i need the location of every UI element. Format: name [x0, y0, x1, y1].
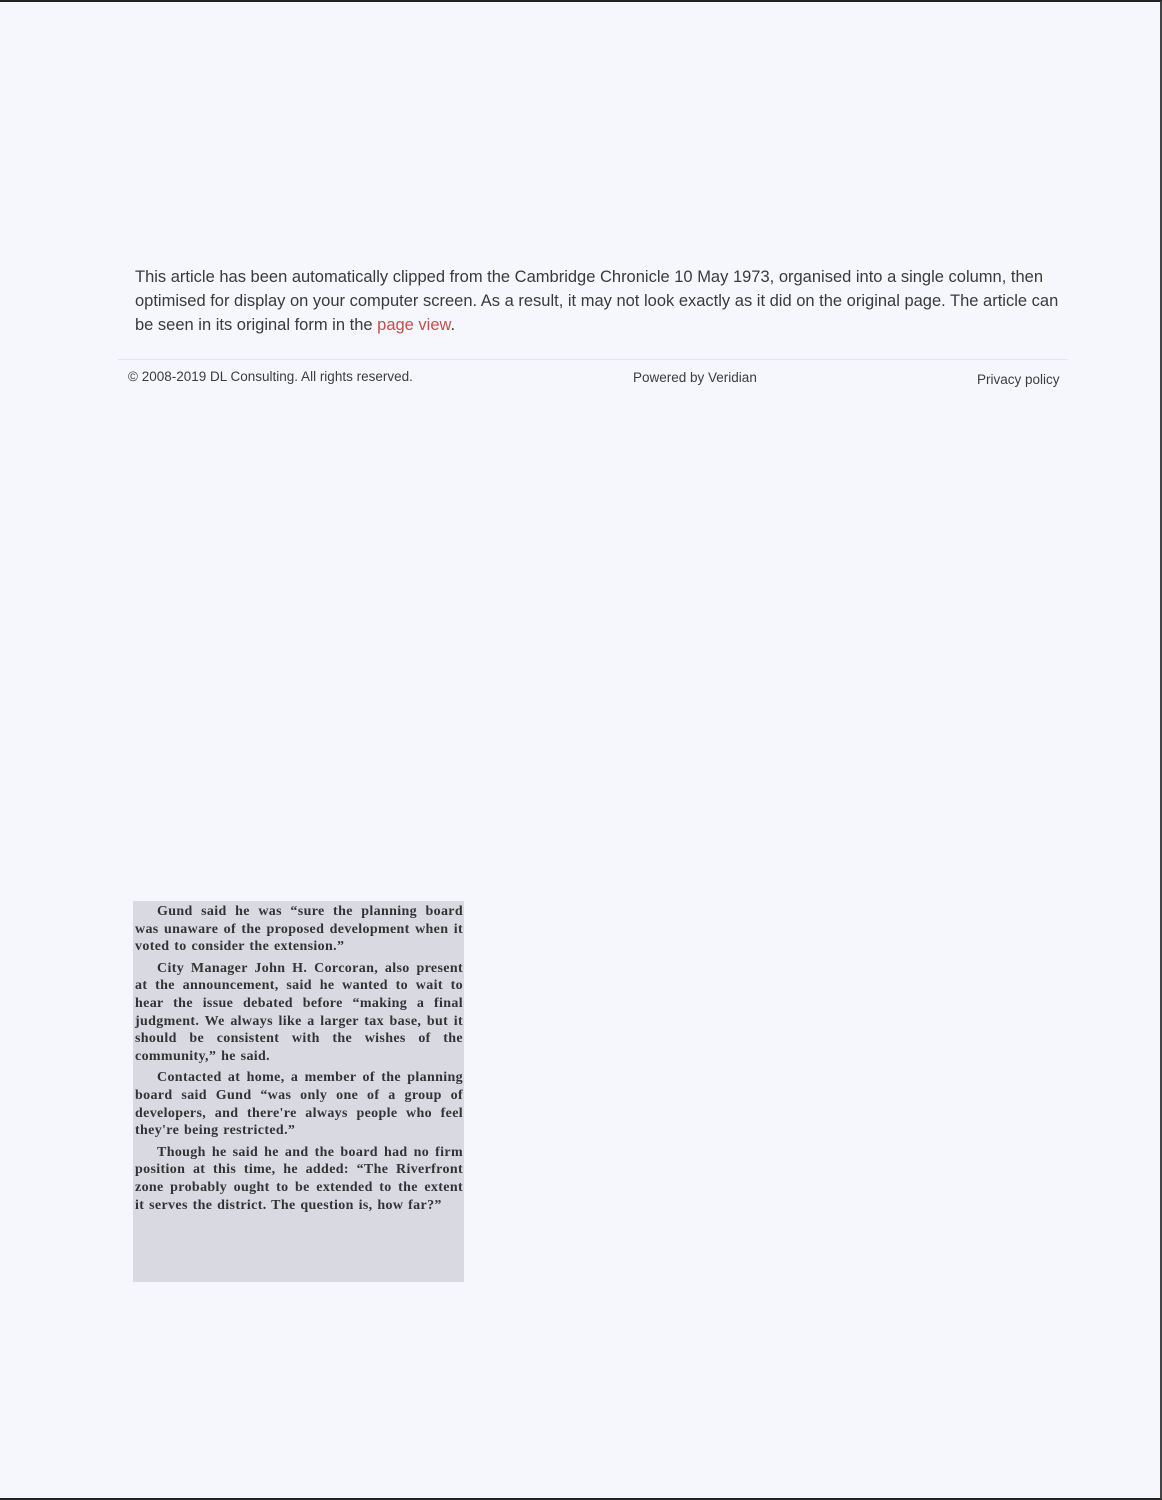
- footer-divider: [118, 359, 1068, 360]
- clipping-notice: [135, 265, 1065, 337]
- page-view-link[interactable]: page view: [377, 316, 451, 334]
- powered-by-link[interactable]: Powered by Veridian: [633, 370, 757, 385]
- notice-period: .: [450, 316, 456, 334]
- notice-text: This article has been automatically clipped from the Cambridge Chronicle 10 May 1973, organised into a single column, then optimised for display on your computer screen. As a result, it may not look exactly as it did on the original page. The article can be seen in its original form in the: [135, 268, 1059, 334]
- article-paragraph: Contacted at home, a member of the planning board said Gund “was only one of a group of developers, and there're always people who feel they're being restricted.”: [135, 1070, 463, 1139]
- article-paragraph: City Manager John H. Corcoran, also present at the announcement, said he wanted to wait to hear the issue debated before “making a final judgment. We always like a larger tax base, but it should be consistent with the wishes of the community,” he said.: [135, 960, 463, 1064]
- privacy-policy-link[interactable]: Privacy policy: [977, 372, 1060, 387]
- article-clipping-image: [133, 901, 464, 1282]
- copyright-text: © 2008-2019 DL Consulting. All rights reserved.: [128, 369, 413, 384]
- article-paragraph: Though he said he and the board had no firm position at this time, he added: “The Riverfront zone probably ought to be extended to the extent it serves the district. The question is, how far?”: [135, 1144, 463, 1213]
- article-paragraph: Gund said he was “sure the planning board was unaware of the proposed development when it voted to consider the extension.”: [135, 904, 463, 955]
